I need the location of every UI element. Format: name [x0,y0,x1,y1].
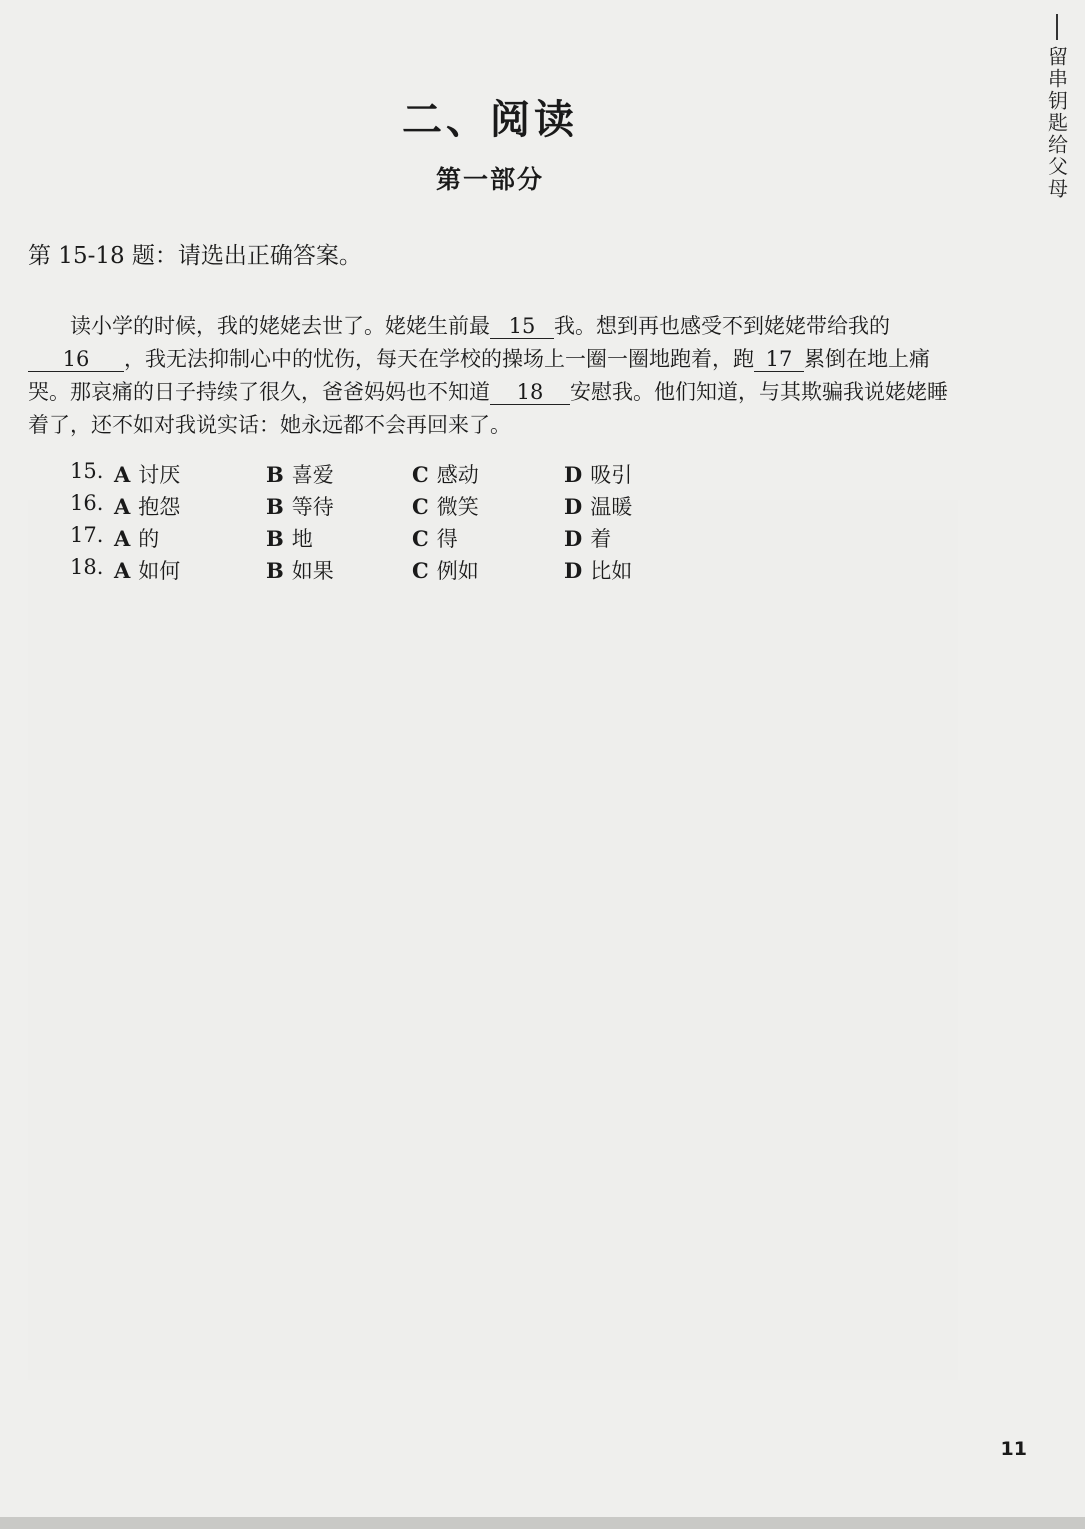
question-row [70,491,770,523]
scan-bottom-edge [0,1517,1085,1529]
blank-15: 15 [490,314,554,339]
option-d[interactable]: D 温暖 [564,494,633,519]
question-row [70,523,770,555]
blank-17: 17 [754,347,804,372]
passage-text-3: ，我无法抑制心中的忧伤，每天在学校的操场上一圈一圈地跑着，跑 [124,347,754,371]
question-number: 18. [70,555,104,579]
reading-passage [28,310,958,442]
side-chapter-tab [1043,14,1071,200]
option-b[interactable]: B 如果 [266,558,334,583]
section-title: 二、阅读 [402,97,578,143]
question-instruction: 第 15-18 题：请选出正确答案。 [28,243,362,269]
option-c[interactable]: C 感动 [412,462,479,487]
option-b[interactable]: B 地 [266,526,313,551]
passage-text-5: 安慰我。他们知道，与其欺骗我说姥姥睡着了，还不如对我说实话：她永远都不会再回来了。 [28,380,948,437]
passage-text-1: 读小学的时候，我的姥姥去世了。姥姥生前最 [70,314,490,338]
option-a[interactable]: A 如何 [114,558,181,583]
option-c[interactable]: C 例如 [412,558,479,583]
blank-16: 16 [28,347,124,372]
option-a[interactable]: A 的 [114,526,160,551]
option-b[interactable]: B 等待 [266,494,334,519]
option-a[interactable]: A 抱怨 [114,494,181,519]
option-c[interactable]: C 得 [412,526,458,551]
option-a[interactable]: A 讨厌 [114,462,181,487]
part-title: 第一部分 [435,165,544,194]
question-number: 15. [70,459,104,483]
question-number: 17. [70,523,104,547]
blank-18: 18 [490,380,570,405]
page-number: 11 [1000,1438,1027,1460]
passage-text-2: 我。想到再也感受不到姥姥带给我的 [554,314,890,338]
bleed-through-block [28,500,958,1380]
option-d[interactable]: D 着 [564,526,612,551]
passage-text-4: 累倒在地上痛哭。那哀痛的日子持续了很久，爸爸妈妈也不知道 [28,347,930,404]
option-d[interactable]: D 吸引 [564,462,633,487]
question-row [70,555,770,587]
answer-options [70,459,770,587]
side-tab-label: 留串钥匙给父母 [1044,46,1069,200]
option-b[interactable]: B 喜爱 [266,462,334,487]
option-c[interactable]: C 微笑 [412,494,479,519]
tab-bar [1056,14,1058,40]
option-d[interactable]: D 比如 [564,558,633,583]
question-number: 16. [70,491,104,515]
question-row [70,459,770,491]
